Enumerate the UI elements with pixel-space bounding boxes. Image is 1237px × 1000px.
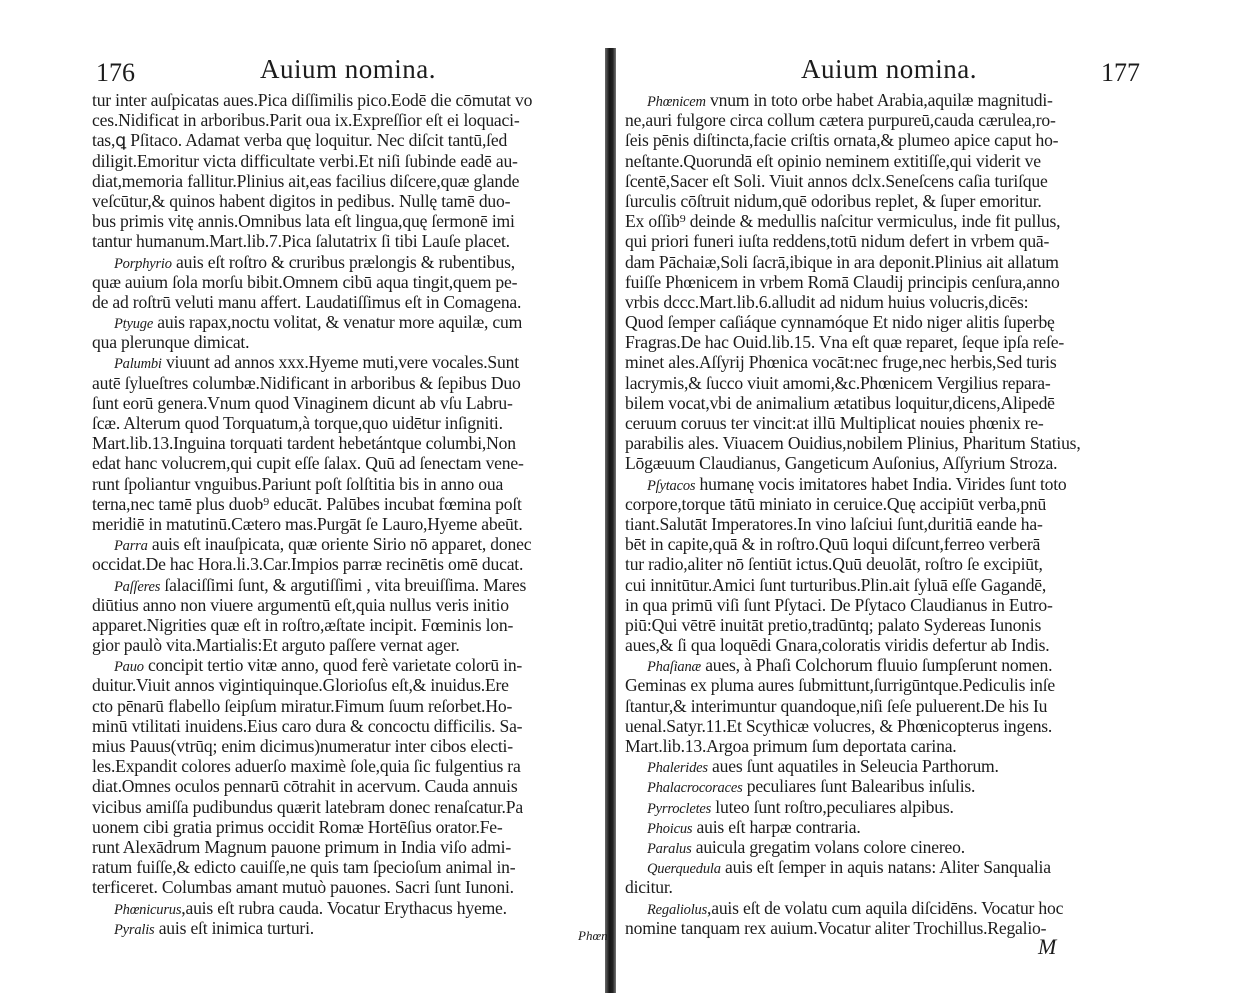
entry-headword: Phalacrocoraces bbox=[647, 780, 743, 797]
right-page bbox=[625, 40, 1140, 938]
line-text: Geminas ex pluma aures ſubmittunt,ſurrigūntque.Pediculis inſe bbox=[625, 675, 1056, 696]
line-text: aues ſunt aquatiles in Seleucia Parthorum. bbox=[707, 756, 999, 777]
entry-headword: Phœnicem bbox=[647, 94, 706, 110]
line-text: ceruum coruus ter vincit:at illū Multiplicat nouies phœnix re- bbox=[625, 413, 1044, 433]
entry-headword: Paſſeres bbox=[114, 578, 161, 595]
text-line bbox=[625, 696, 1140, 716]
text-line bbox=[92, 776, 597, 796]
text-line bbox=[92, 898, 597, 918]
text-line bbox=[92, 272, 597, 292]
entry-headword: Querquedula bbox=[647, 861, 721, 878]
entry-headword: Pyralis bbox=[114, 921, 155, 938]
line-text: nomine tanquam rex auium.Vocatur aliter Trochillus.Regalio- bbox=[625, 917, 1047, 938]
text-line bbox=[625, 655, 1140, 675]
line-text: concipit tertio vitæ anno, quod ferè varietate colorū in- bbox=[143, 655, 523, 676]
text-line bbox=[625, 433, 1140, 453]
line-text: veſcūtur,& quinos habent digitos in pedibus. Nullę tamē duo- bbox=[92, 190, 511, 211]
line-text: apparet.Nigrities quæ eſt in roſtro,æſtate incipit. Fœminis lon- bbox=[92, 614, 514, 635]
line-text: runt ſpoliantur vnguibus.Pariunt poſt ſolſtitia bis in anno oua bbox=[92, 473, 504, 494]
text-line bbox=[92, 575, 597, 595]
text-line bbox=[92, 696, 597, 716]
text-line bbox=[625, 413, 1140, 433]
text-line bbox=[625, 575, 1140, 595]
text-line bbox=[92, 110, 597, 130]
signature-mark: M bbox=[1038, 934, 1057, 959]
line-text: tas,ꝗ Pſitaco. Adamat verba quę loquitur. Nec diſcit tantū,ſed bbox=[92, 130, 508, 151]
line-text: humanę vocis imitatores habet India. Virides ſunt toto bbox=[695, 473, 1067, 494]
text-line bbox=[625, 595, 1140, 615]
text-line bbox=[625, 877, 1140, 897]
text-line bbox=[625, 211, 1140, 231]
entry-headword: Pyrrocletes bbox=[647, 800, 712, 817]
line-text: ,auis eſt rubra cauda. Vocatur Erythacus hyeme. bbox=[181, 897, 507, 918]
line-text: diligit.Emoritur victa difficultate verbi.Et niſi ſubinde eadē au- bbox=[92, 150, 518, 171]
text-line bbox=[625, 797, 1140, 817]
line-text: luteo ſunt roſtro,peculiares alpibus. bbox=[711, 796, 954, 817]
line-text: edat hanc volucrem,qui cupit eſſe ſalax. Quū ad ſenectam vene- bbox=[92, 453, 524, 474]
line-text: Fragras.De hac Ouid.lib.15. Vna eſt quæ reparet, ſeque ipſa reſe- bbox=[625, 332, 1065, 353]
text-line bbox=[92, 231, 597, 251]
line-text: ſtantur,& interimuntur quandoque,niſi ſeſe puluerent.De his Iu bbox=[625, 695, 1048, 716]
right-page-header bbox=[625, 40, 1140, 90]
text-line bbox=[92, 413, 597, 433]
entry-headword: Parra bbox=[114, 538, 148, 555]
text-line bbox=[625, 615, 1140, 635]
text-line bbox=[92, 615, 597, 635]
line-text: bēt in capite,quā & in roſtro.Quū loqui diſcunt,ferreo verberā bbox=[625, 534, 1041, 555]
line-text: ces.Nidificat in arboribus.Parit oua ix.Expreſſior eſt ei loquaci- bbox=[92, 110, 520, 131]
text-line bbox=[625, 534, 1140, 554]
text-line bbox=[625, 857, 1140, 877]
line-text: tiant.Salutāt Imperatores.In vino laſciui ſunt,duritiā eande ha- bbox=[625, 513, 1043, 534]
text-line bbox=[92, 312, 597, 332]
right-text-block bbox=[625, 90, 1140, 938]
text-line bbox=[625, 130, 1140, 150]
text-line bbox=[92, 252, 597, 272]
text-line bbox=[625, 231, 1140, 251]
line-text: corpore,torque tātū miniato in ceruice.Quę accipiūt verba,pnū bbox=[625, 493, 1047, 514]
text-line bbox=[92, 433, 597, 453]
line-text: bilem vocat,vbi de animalium ætatibus loquitur,dicens,Alipedē bbox=[625, 392, 1055, 413]
text-line bbox=[92, 332, 597, 352]
text-line bbox=[92, 736, 597, 756]
running-title: Auium nomina. bbox=[260, 54, 436, 84]
line-text: quæ auium ſola morſu bibit.Omnem cibū aqua tingit,quem pe- bbox=[92, 271, 518, 292]
entry-headword: Pſytacos bbox=[647, 477, 696, 494]
text-line bbox=[92, 514, 597, 534]
line-text: vrbis dccc.Mart.lib.6.alludit ad nidum huius volucris,dicēs: bbox=[625, 291, 1029, 312]
text-line bbox=[625, 817, 1140, 837]
line-text: tur inter auſpicatas aues.Pica diſſimilis pico.Eodē die cōmutat vo bbox=[92, 90, 533, 110]
text-line bbox=[92, 675, 597, 695]
line-text: ſcentē,Sacer eſt Soli. Viuit annos dclx.Seneſcens caſia turiſque bbox=[625, 170, 1048, 191]
text-line bbox=[92, 191, 597, 211]
line-text: auis rapax,noctu volitat, & venatur more aquilæ, cum bbox=[153, 312, 523, 333]
text-line bbox=[625, 90, 1140, 110]
line-text: gior paulò vita.Martialis:Et arguto paſſere vernat ager. bbox=[92, 635, 460, 656]
running-title: Auium nomina. bbox=[801, 54, 977, 84]
line-text: de ad roſtrū veluti manu affert. Laudatiſſimus eſt in Comagena. bbox=[92, 291, 522, 312]
line-text: minū vtilitati inuidens.Eius caro dura & concoctu difficilis. Sa- bbox=[92, 715, 523, 736]
text-line bbox=[92, 130, 597, 150]
text-line bbox=[92, 373, 597, 393]
text-line bbox=[92, 292, 597, 312]
line-text: ſeis pēnis diſtincta,facie criſtis ornata,& plumeo apice caput ho- bbox=[625, 130, 1059, 151]
line-text: ne,auri fulgore circa collum cætera purpureū,cauda cærulea,ro- bbox=[625, 110, 1056, 131]
line-text: Ex oſſib⁹ deinde & medullis naſcitur vermiculus, inde fit pullus, bbox=[625, 211, 1061, 232]
text-line bbox=[92, 151, 597, 171]
text-line bbox=[625, 898, 1140, 918]
text-line bbox=[625, 514, 1140, 534]
book-gutter bbox=[605, 48, 616, 993]
line-text: aues,& ſi qua loquēdi Gnara,coloratis viridis defertur ab Indis. bbox=[625, 635, 1050, 656]
line-text: uonem cibi gratia primus occidit Romæ Hortēſius orator.Fe- bbox=[92, 816, 503, 837]
line-text: qua plerunque dimicat. bbox=[92, 332, 250, 353]
text-line bbox=[625, 252, 1140, 272]
line-text: ratum fuiſſe,& edicto cauiſſe,ne quis tam ſpecioſum animal in- bbox=[92, 857, 516, 878]
text-line bbox=[92, 837, 597, 857]
line-text: qui priori funeri iuſta reddens,totū nidum defert in vrbem quā- bbox=[625, 231, 1050, 252]
line-text: runt Alexādrum Magnum pauone primum in India viſo admi- bbox=[92, 836, 511, 857]
line-text: ſurculis cōſtruit nidum,quē odoribus replet, & ſuper emoritur. bbox=[625, 190, 1042, 211]
text-line bbox=[625, 474, 1140, 494]
text-line bbox=[92, 756, 597, 776]
text-line bbox=[92, 877, 597, 897]
line-text: auis eſt inauſpicata, quæ oriente Sirio nō apparet, donec bbox=[147, 534, 532, 555]
text-line bbox=[92, 352, 597, 372]
line-text: Quod ſemper caſiáque cynnamóque Et nido niger alitis ſuperbę bbox=[625, 312, 1055, 333]
text-line bbox=[625, 635, 1140, 655]
line-text: terficeret. Columbas amant mutuò pauones. Sacri ſunt Iunoni. bbox=[92, 877, 514, 898]
line-text: peculiares ſunt Balearibus inſulis. bbox=[742, 776, 976, 797]
line-text: tur radio,aliter nō ſentiūt ictus.Quū deuolāt, roſtro ſe excipiūt, bbox=[625, 554, 1043, 575]
line-text: diūtius anno non viuere argumentū eſt,quia nullus veris initio bbox=[92, 594, 509, 615]
line-text: Mart.lib.13.Argoa primum ſum deportata carina. bbox=[625, 736, 957, 756]
line-text: autē ſylueſtres columbæ.Nidificant in arboribus & ſepibus Duo bbox=[92, 372, 521, 393]
line-text: duitur.Viuit annos vigintiquinque.Glorioſus eſt,& inuidus.Ere bbox=[92, 675, 509, 696]
text-line bbox=[625, 272, 1140, 292]
text-line bbox=[625, 393, 1140, 413]
entry-headword: Ptyuge bbox=[114, 316, 154, 333]
text-line bbox=[625, 373, 1140, 393]
line-text: fuiſſe Phœnicem in vrbem Romā Claudij principis cenſura,anno bbox=[625, 271, 1060, 292]
line-text: Lōgæuum Claudianus, Gangeticum Auſonius, Aſſyrium Stroza. bbox=[625, 453, 1058, 474]
text-line bbox=[92, 554, 597, 574]
line-text: piū:Qui vētrē inuitāt pretio,tradūntq; palato Sydereas Iunonis bbox=[625, 614, 1042, 635]
catchword: Phœn bbox=[578, 928, 608, 943]
text-line bbox=[625, 716, 1140, 736]
text-line bbox=[92, 857, 597, 877]
text-line bbox=[92, 595, 597, 615]
left-text-block bbox=[92, 90, 597, 938]
text-line bbox=[92, 534, 597, 554]
line-text: auis eſt harpæ contraria. bbox=[692, 816, 861, 837]
text-line bbox=[92, 635, 597, 655]
line-text: viuunt ad annos xxx.Hyeme muti,vere vocales.Sunt bbox=[161, 352, 519, 373]
text-line bbox=[92, 817, 597, 837]
entry-headword: Phaſianæ bbox=[647, 659, 701, 676]
text-line bbox=[625, 352, 1140, 372]
text-line bbox=[625, 554, 1140, 574]
line-text: aues, à Phaſi Colchorum fluuio ſumpſerunt nomen. bbox=[701, 655, 1053, 676]
text-line bbox=[625, 191, 1140, 211]
text-line bbox=[92, 655, 597, 675]
line-text: vicibus amiſſa pudibundus quærit latebram donec renaſcatur.Pa bbox=[92, 796, 523, 817]
line-text: parabilis ales. Viuacem Ouidius,nobilem Plinius, Pharitum Statius, bbox=[625, 433, 1081, 454]
line-text: tantur humanum.Mart.lib.7.Pica ſalutatrix ſi tibi Lauſe placet. bbox=[92, 231, 510, 252]
line-text: vnum in toto orbe habet Arabia,aquilæ magnitudi- bbox=[705, 90, 1053, 110]
text-line bbox=[92, 494, 597, 514]
text-line bbox=[625, 776, 1140, 796]
line-text: ,auis eſt de volatu cum aquila diſcidēns. Vocatur hoc bbox=[707, 897, 1064, 918]
entry-headword: Paralus bbox=[647, 840, 692, 857]
text-line bbox=[625, 312, 1140, 332]
line-text: cto pēnarū flabello ſeipſum miratur.Fimum ſuum reſorbet.Ho- bbox=[92, 695, 513, 716]
line-text: auicula gregatim volans colore cinereo. bbox=[691, 836, 965, 857]
line-text: minet ales.Aſſyrij Phœnica vocāt:nec fruge,nec herbis,Sed turis bbox=[625, 352, 1057, 373]
line-text: uenal.Satyr.11.Et Scythicæ volucres, & Phœnicopterus ingens. bbox=[625, 715, 1053, 736]
line-text: mius Pauus(vtrūq; enim dicimus)numeratur inter cibos electi- bbox=[92, 736, 513, 756]
line-text: neſtante.Quorundā eſt opinio neminem extitiſſe,qui viderit ve bbox=[625, 150, 1041, 171]
line-text: lacrymis,& ſucco viuit amomi,&c.Phœnicem Vergilius repara- bbox=[625, 372, 1051, 393]
entry-headword: Porphyrio bbox=[114, 255, 172, 272]
line-text: diat,memoria fallitur.Plinius ait,eas facilius diſcere,quæ glande bbox=[92, 170, 520, 191]
text-line bbox=[625, 171, 1140, 191]
text-line bbox=[92, 171, 597, 191]
text-line bbox=[625, 756, 1140, 776]
text-line bbox=[625, 837, 1140, 857]
line-text: occidat.De hac Hora.li.3.Car.Impios parræ recinētis omē ducat. bbox=[92, 554, 524, 575]
line-text: in qua primū viſi ſunt Pſytaci. De Pſytaco Claudianus in Eutro- bbox=[625, 594, 1053, 615]
text-line bbox=[92, 918, 597, 938]
text-line bbox=[92, 453, 597, 473]
text-line bbox=[92, 474, 597, 494]
line-text: meridiē in matutinū.Cætero mas.Purgāt ſe Lauro,Hyeme abeūt. bbox=[92, 513, 523, 534]
text-line bbox=[625, 675, 1140, 695]
entry-headword: Pauo bbox=[114, 659, 144, 676]
line-text: ſalaciſſimi ſunt, & argutiſſimi , vita breuiſſima. Mares bbox=[160, 574, 527, 595]
text-line bbox=[625, 918, 1140, 938]
text-line bbox=[625, 151, 1140, 171]
line-text: Mart.lib.13.Inguina torquati tardent hebetántque columbi,Non bbox=[92, 433, 516, 454]
line-text: les.Expandit colores aduerſo maximè ſole,quia ſic fulgentius ra bbox=[92, 756, 521, 777]
text-line bbox=[92, 90, 597, 110]
line-text: terna,nec tamē plus duob⁹ educāt. Palūbes incubat fœmina poſt bbox=[92, 493, 522, 514]
entry-headword: Palumbi bbox=[114, 356, 162, 373]
line-text: dicitur. bbox=[625, 877, 673, 898]
line-text: auis eſt inimica turturi. bbox=[154, 917, 314, 938]
line-text: bus primis vitę annis.Omnibus lata eſt lingua,quę ſermonē imi bbox=[92, 211, 515, 232]
line-text: ſunt eorū genera.Vnum quod Vinaginem dicunt ab vſu Labru- bbox=[92, 392, 513, 413]
line-text: auis eſt roſtro & cruribus prælongis & rubentibus, bbox=[171, 251, 515, 272]
text-line bbox=[92, 393, 597, 413]
entry-headword: Regaliolus bbox=[647, 901, 708, 918]
line-text: dam Pāchaiæ,Soli ſacrā,ibique in ara deponit.Plinius ait allatum bbox=[625, 251, 1059, 272]
page-number: 177 bbox=[1101, 58, 1140, 87]
text-line bbox=[625, 736, 1140, 756]
text-line bbox=[625, 292, 1140, 312]
text-line bbox=[625, 332, 1140, 352]
text-line bbox=[625, 494, 1140, 514]
text-line bbox=[92, 716, 597, 736]
line-text: auis eſt ſemper in aquis natans: Aliter Sanqualia bbox=[720, 857, 1051, 878]
line-text: ſcæ. Alterum quod Torquatum,à torque,quo uidētur inſigniti. bbox=[92, 413, 503, 433]
entry-headword: Phalerides bbox=[647, 760, 708, 777]
text-line bbox=[92, 797, 597, 817]
line-text: diat.Omnes oculos pennarū cōtrahit in acervum. Cauda annuis bbox=[92, 776, 518, 797]
entry-headword: Phœnicurus bbox=[114, 901, 182, 918]
text-line bbox=[625, 110, 1140, 130]
text-line bbox=[625, 453, 1140, 473]
left-page-header bbox=[92, 40, 597, 90]
text-line bbox=[92, 211, 597, 231]
left-page bbox=[92, 40, 597, 938]
page-number: 176 bbox=[96, 58, 135, 87]
line-text: cui innitūtur.Amici ſunt turturibus.Plin.ait ſyluā eſſe Gagandē, bbox=[625, 574, 1047, 595]
entry-headword: Phoicus bbox=[647, 820, 693, 837]
